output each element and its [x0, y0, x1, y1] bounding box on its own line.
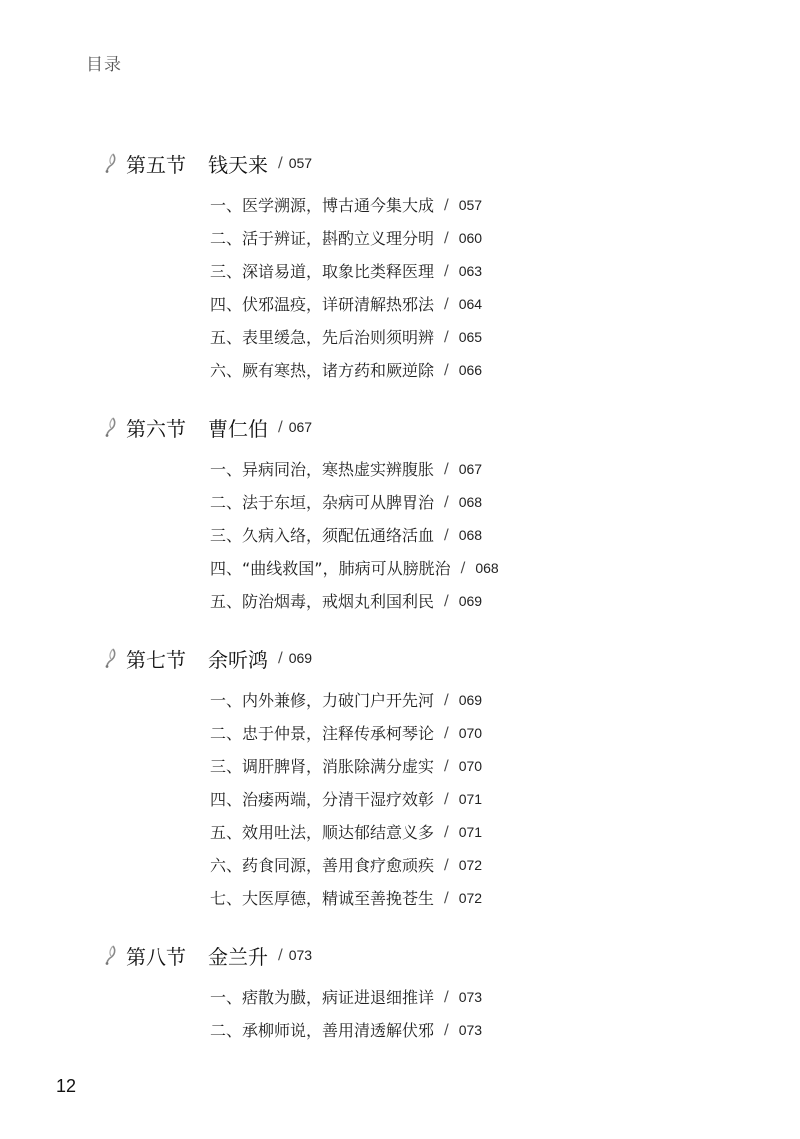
entry-title: 一、内外兼修，力破门户开先河 [210, 691, 435, 710]
section-heading [104, 148, 704, 178]
entry-separator: / [444, 295, 449, 312]
entry-separator: / [444, 724, 449, 741]
entry-page: 066 [458, 361, 483, 378]
entry-page: 071 [458, 823, 483, 840]
entry-page: 070 [458, 724, 483, 741]
entry-page: 060 [458, 229, 483, 246]
section-separator: / [278, 155, 283, 171]
leaf-quill-icon [104, 153, 118, 173]
entry-separator: / [444, 361, 449, 378]
section-name: 曹仁伯 [208, 416, 268, 441]
toc-entry [210, 188, 800, 221]
entry-title: 二、活于辨证，斟酌立义理分明 [210, 229, 435, 248]
toc-entry [210, 881, 800, 914]
entry-title: 三、深谙易道，取象比类释医理 [210, 262, 435, 281]
entry-page: 064 [458, 295, 483, 312]
entry-separator: / [444, 988, 449, 1005]
section-heading [104, 643, 704, 673]
entry-separator: / [444, 790, 449, 807]
entry-page: 065 [458, 328, 483, 345]
toc-entry [210, 848, 800, 881]
entry-separator: / [444, 691, 449, 708]
entry-page: 071 [458, 790, 483, 807]
entry-page: 072 [458, 889, 483, 906]
entry-page: 069 [458, 691, 483, 708]
section-number: 第七节 [126, 647, 186, 672]
entry-separator: / [444, 889, 449, 906]
page-number: 12 [56, 1076, 77, 1096]
toc-section [104, 412, 704, 611]
section-heading [104, 412, 704, 442]
entry-title: 四、伏邪温疫，详研清解热邪法 [210, 295, 435, 314]
section-separator: / [278, 947, 283, 963]
section-page: 057 [288, 155, 313, 171]
section-number: 第五节 [126, 152, 186, 177]
entry-page: 063 [458, 262, 483, 279]
toc-entry [210, 683, 800, 716]
toc-entry [210, 254, 800, 287]
section-name: 余听鸿 [208, 647, 268, 672]
entry-title: 五、表里缓急，先后治则须明辨 [210, 328, 435, 347]
entry-title: 一、医学溯源，博古通今集大成 [210, 196, 435, 215]
toc-section [104, 643, 704, 908]
toc-section [104, 148, 704, 380]
section-number: 第八节 [126, 944, 186, 969]
entry-page: 067 [458, 460, 483, 477]
entry-page: 070 [458, 757, 483, 774]
toc-entry [210, 221, 800, 254]
entry-separator: / [444, 856, 449, 873]
leaf-quill-icon [104, 945, 118, 965]
entry-title: 二、忠于仲景，注释传承柯琴论 [210, 724, 435, 743]
entry-separator: / [444, 526, 449, 543]
entry-page: 069 [458, 592, 483, 609]
running-header: 目录 [86, 55, 122, 75]
toc-entry [210, 980, 800, 1013]
entry-title: 六、厥有寒热，诸方药和厥逆除 [210, 361, 435, 380]
section-number: 第六节 [126, 416, 186, 441]
entry-page: 068 [475, 559, 499, 576]
toc-entry [210, 353, 800, 386]
entry-title: 五、防治烟毒，戒烟丸利国利民 [210, 592, 435, 611]
entry-separator: / [444, 1021, 449, 1038]
entry-title: 三、久病入络，须配伍通络活血 [210, 526, 435, 545]
entry-page: 068 [458, 526, 483, 543]
entry-list [210, 980, 800, 1046]
entry-separator: / [444, 328, 449, 345]
toc-entry [210, 815, 800, 848]
section-heading [104, 940, 704, 970]
toc-entry [210, 287, 800, 320]
entry-title: 五、效用吐法，顺达郁结意义多 [210, 823, 435, 842]
entry-title: 四、“曲线救国”，肺病可从膀胱治 [210, 559, 451, 578]
section-name: 金兰升 [208, 944, 268, 969]
toc-entry [210, 551, 800, 584]
toc-section [104, 940, 704, 1040]
entry-separator: / [444, 823, 449, 840]
section-page: 069 [288, 650, 313, 666]
entry-page: 073 [458, 1021, 483, 1038]
entry-separator: / [444, 493, 449, 510]
entry-list [210, 188, 800, 386]
entry-title: 六、药食同源，善用食疗愈顽疾 [210, 856, 435, 875]
toc-entry [210, 1013, 800, 1046]
section-separator: / [278, 419, 283, 435]
section-separator: / [278, 650, 283, 666]
entry-separator: / [444, 229, 449, 246]
entry-page: 068 [458, 493, 483, 510]
toc-entry [210, 320, 800, 353]
entry-list [210, 452, 800, 617]
entry-title: 一、异病同治，寒热虚实辨腹胀 [210, 460, 435, 479]
entry-page: 073 [458, 988, 483, 1005]
toc-entry [210, 749, 800, 782]
entry-title: 七、大医厚德，精诚至善挽苍生 [210, 889, 435, 908]
entry-page: 072 [458, 856, 483, 873]
entry-title: 二、法于东垣，杂病可从脾胃治 [210, 493, 435, 512]
toc-entry [210, 716, 800, 749]
toc-entry [210, 452, 800, 485]
section-page: 073 [288, 947, 313, 963]
entry-separator: / [460, 559, 466, 576]
section-page: 067 [288, 419, 313, 435]
entry-title: 三、调肝脾肾，消胀除满分虚实 [210, 757, 435, 776]
entry-page: 057 [458, 196, 483, 213]
entry-separator: / [444, 262, 449, 279]
toc-entry [210, 518, 800, 551]
toc-entry [210, 485, 800, 518]
section-name: 钱天来 [208, 152, 268, 177]
entry-separator: / [444, 757, 449, 774]
entry-title: 四、治痿两端，分清干湿疗效彰 [210, 790, 435, 809]
entry-separator: / [444, 592, 449, 609]
entry-list [210, 683, 800, 914]
entry-title: 二、承柳师说，善用清透解伏邪 [210, 1021, 435, 1040]
leaf-quill-icon [104, 648, 118, 668]
entry-separator: / [444, 196, 449, 213]
leaf-quill-icon [104, 417, 118, 437]
toc-entry [210, 584, 800, 617]
entry-separator: / [444, 460, 449, 477]
entry-title: 一、痞散为臌，病证进退细推详 [210, 988, 435, 1007]
toc-entry [210, 782, 800, 815]
